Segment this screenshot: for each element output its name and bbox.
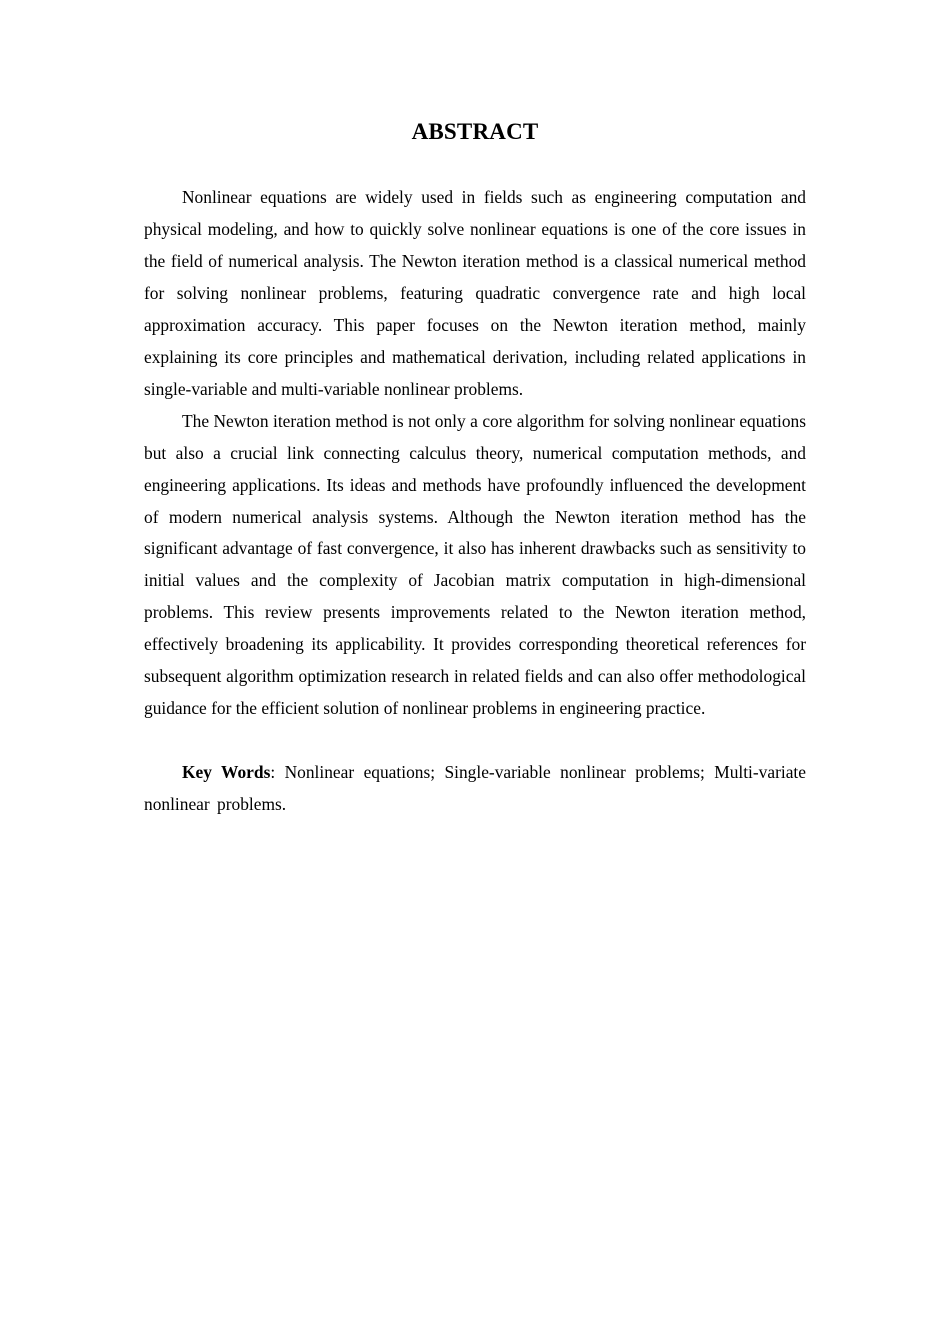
abstract-body: [144, 182, 806, 725]
abstract-paragraph-1: Nonlinear equations are widely used in fields such as engineering computation and physical modeling, and how to quickly solve nonlinear equations is one of the core issues in the field of numerical analysis. The Newton iteration method is a classical numerical method for solving nonlinear problems, featuring quadratic convergence rate and high local approximation accuracy. This paper focuses on the Newton iteration method, mainly explaining its core principles and mathematical derivation, including related applications in single-variable and multi-variable nonlinear problems.: [144, 187, 806, 399]
abstract-section: [144, 112, 806, 821]
keywords-label: Key Words: [182, 762, 271, 783]
keywords-text: Nonlinear equations; Single-variable nonlinear problems; Multi-variate nonlinear problems.: [144, 762, 806, 815]
keywords-line: [144, 757, 806, 821]
keywords-separator: :: [270, 762, 285, 783]
abstract-paragraph-2: The Newton iteration method is not only a core algorithm for solving nonlinear equations but also a crucial link connecting calculus theory, numerical computation methods, and engineering applications. Its ideas and methods have profoundly influenced the development of modern numerical analysis systems. Although the Newton iteration method has the significant advantage of fast convergence, it also has inherent drawbacks such as sensitivity to initial values and the complexity of Jacobian matrix computation in high-dimensional problems. This review presents improvements related to the Newton iteration method, effectively broadening its applicability. It provides corresponding theoretical references for subsequent algorithm optimization research in related fields and can also offer methodological guidance for the efficient solution of nonlinear problems in engineering practice.: [144, 410, 806, 719]
abstract-title: ABSTRACT: [411, 119, 539, 144]
